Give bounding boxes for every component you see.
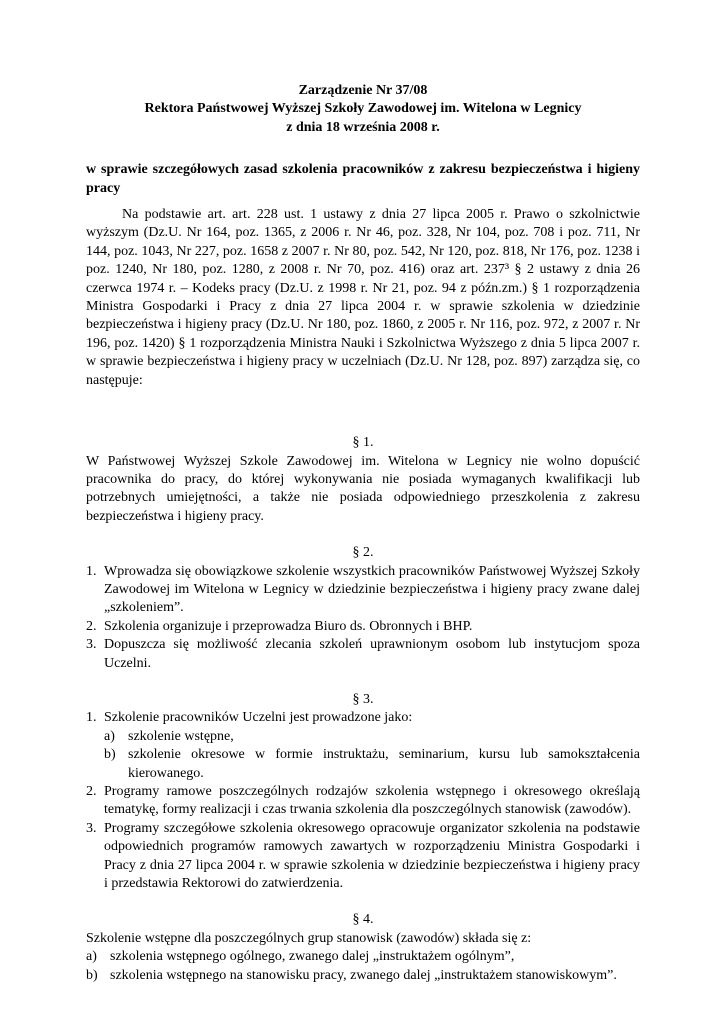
section-4-list bbox=[86, 948, 640, 985]
list-item bbox=[86, 783, 640, 820]
document-title: Zarządzenie Nr 37/08 bbox=[298, 83, 428, 98]
document-subject: w sprawie szczegółowych zasad szkolenia pracowników z zakresu bezpieczeństwa i higieny pracy bbox=[86, 162, 640, 196]
list-item-text: Dopuszcza się możliwość zlecania szkoleń uprawnionym osobom lub instytucjom spoza Uczelni. bbox=[104, 637, 640, 671]
list-item-number: 2. bbox=[86, 618, 97, 634]
sub-list-letter: a) bbox=[86, 949, 97, 965]
document-page bbox=[86, 82, 640, 985]
list-item-number: 1. bbox=[86, 563, 97, 579]
section-mark-3: § 3. bbox=[352, 691, 374, 707]
list-item bbox=[86, 709, 640, 783]
section-2-list bbox=[86, 563, 640, 673]
list-item-number: 1. bbox=[86, 710, 97, 726]
list-item-text: Szkolenie pracowników Uczelni jest prowadzone jako: bbox=[104, 710, 413, 726]
sub-list bbox=[104, 728, 640, 783]
list-item-number: 3. bbox=[86, 637, 97, 653]
document-issuer: Rektora Państwowej Wyższej Szkoły Zawodowej im. Witelona w Legnicy bbox=[144, 101, 582, 117]
sub-list-item bbox=[86, 967, 640, 985]
list-item bbox=[86, 636, 640, 673]
sub-list-letter: a) bbox=[104, 728, 115, 744]
sub-list-item bbox=[86, 948, 640, 966]
legal-basis-paragraph: Na podstawie art. art. 228 ust. 1 ustawy z dnia 27 lipca 2005 r. Prawo o szkolnictwie wyższym (Dz.U. Nr 164, poz. 1365, z 2006 r. Nr 46, poz. 328, Nr 104, poz. 708 i poz. 711, Nr 144, poz. 1043, Nr 227, poz. 1658 z 2007 r. Nr 80, poz. 542, Nr 120, poz. 818, Nr 176, poz. 1238 i poz. 1240, Nr 180, poz. 1280, z 2008 r. Nr 70, poz. 416) oraz art. 237³ § 2 ustawy z dnia 26 czerwca 1974 r. – Kodeks pracy (Dz.U. z 1998 r. Nr 21, poz. 94 z późn.zm.) § 1 rozporządzenia Ministra Gospodarki i Pracy z dnia 27 lipca 2004 r. w sprawie szkolenia w dziedzinie bezpieczeństwa i higieny pracy (Dz.U. Nr 180, poz. 1860, z 2005 r. Nr 116, poz. 972, z 2007 r. Nr 196, poz. 1420) § 1 rozporządzenia Ministra Nauki i Szkolnictwa Wyższego z dnia 5 lipca 2007 r. w sprawie bezpieczeństwa i higieny pracy w uczelniach (Dz.U. Nr 128, poz. 897) zarządza się, co następuje: bbox=[86, 207, 640, 388]
list-item-text: Wprowadza się obowiązkowe szkolenie wszystkich pracowników Państwowej Wyższej Szkoły Zawodowej im Witelona w Legnicy w dziedzinie bezpieczeństwa i higieny pracy zwane dalej „szkoleniem”. bbox=[104, 563, 640, 616]
list-item-text: Szkolenia organizuje i przeprowadza Biuro ds. Obronnych i BHP. bbox=[104, 618, 473, 634]
sub-list-text: szkolenia wstępnego ogólnego, zwanego dalej „instruktażem ogólnym”, bbox=[110, 949, 515, 965]
list-item-text: Programy ramowe poszczególnych rodzajów szkolenia wstępnego i okresowego określają tematykę, formy realizacji i czas trwania szkolenia dla poszczególnych stanowisk (zawodów). bbox=[104, 784, 640, 818]
list-item-number: 3. bbox=[86, 820, 97, 836]
section-mark-2: § 2. bbox=[352, 545, 374, 561]
section-mark-1: § 1. bbox=[352, 435, 374, 451]
sub-list-item bbox=[104, 746, 640, 783]
list-item-text: Programy szczegółowe szkolenia okresowego opracowuje organizator szkolenia na podstawie odpowiednich programów ramowych zawartych w rozporządzeniu Ministra Gospodarki i Pracy z dnia 27 lipca 2004 r. w sprawie szkolenia w dziedzinie bezpieczeństwa i higieny pracy i przedstawia Rektorowi do zatwierdzenia. bbox=[104, 820, 640, 892]
list-item bbox=[86, 618, 640, 636]
document-date: z dnia 18 września 2008 r. bbox=[286, 119, 440, 135]
section-1-text: W Państwowej Wyższej Szkole Zawodowej im. Witelona w Legnicy nie wolno dopuścić pracownika do pracy, do której wykonywania nie posiada wymaganych kwalifikacji lub potrzebnych umiejętności, a także nie posiada odpowiedniego przeszkolenia z zakresu bezpieczeństwa i higieny pracy. bbox=[86, 453, 640, 524]
sub-list-letter: b) bbox=[86, 967, 98, 983]
sub-list-item bbox=[104, 728, 640, 746]
list-item-number: 2. bbox=[86, 784, 97, 799]
list-item bbox=[86, 820, 640, 894]
document-header bbox=[86, 82, 640, 137]
sub-list-text: szkolenie okresowe w formie instruktażu, seminarium, kursu lub samokształcenia kierowanego. bbox=[128, 747, 640, 781]
section-3-list bbox=[86, 709, 640, 893]
sub-list-text: szkolenia wstępnego na stanowisku pracy, zwanego dalej „instruktażem stanowiskowym”. bbox=[110, 967, 617, 983]
list-item bbox=[86, 563, 640, 618]
sub-list-text: szkolenie wstępne, bbox=[128, 728, 234, 744]
section-4-lead: Szkolenie wstępne dla poszczególnych grup stanowisk (zawodów) składa się z: bbox=[86, 930, 532, 946]
section-mark-4: § 4. bbox=[352, 912, 374, 928]
sub-list-letter: b) bbox=[104, 747, 116, 763]
